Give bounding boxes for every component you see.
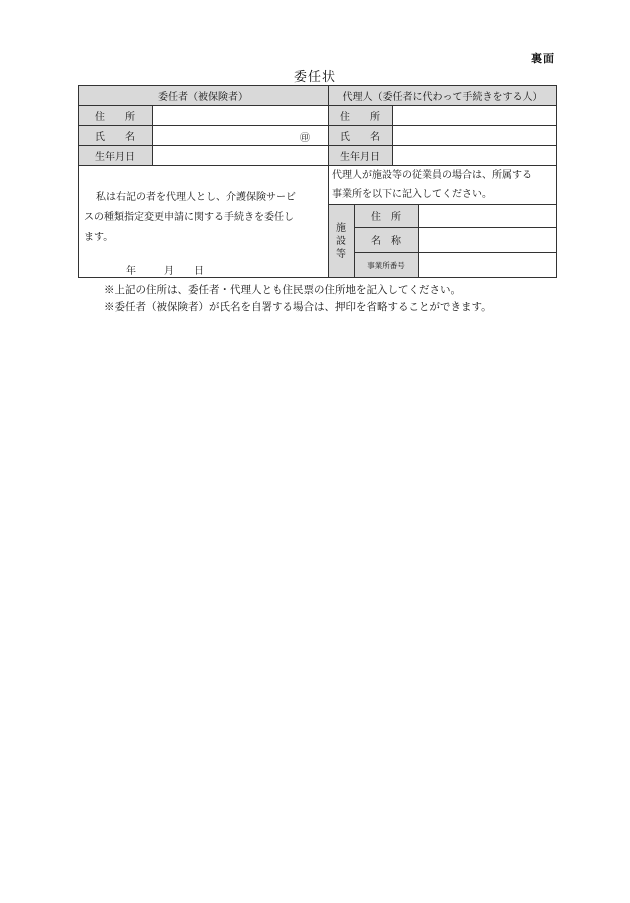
facility-note — [332, 165, 557, 204]
row-divider — [78, 105, 557, 106]
delegation-statement — [84, 188, 330, 248]
row-divider — [354, 252, 557, 253]
row-divider — [354, 227, 557, 228]
agent-dob-field[interactable] — [392, 145, 557, 165]
facility-side-char-2: 設 — [336, 235, 346, 247]
facility-side-char-1: 施 — [336, 222, 346, 234]
column-divider — [152, 105, 153, 165]
table-border-top — [78, 85, 557, 86]
agent-heading: 代理人（委任者に代わって手続きをする人） — [328, 85, 557, 105]
agent-name-label: 氏 名 — [328, 125, 392, 145]
seal-mark: ㊞ — [300, 133, 310, 144]
statement-line-3: ます。 — [84, 232, 114, 243]
date-day: 日 — [194, 266, 204, 277]
column-divider — [328, 85, 329, 278]
agent-name-field[interactable] — [392, 125, 557, 145]
statement-line-2: スの種類指定変更申請に関する手続きを委任し — [84, 212, 294, 223]
agent-address-label: 住 所 — [328, 105, 392, 125]
column-divider — [392, 105, 393, 165]
table-border-bottom — [78, 277, 557, 278]
delegator-dob-field[interactable] — [152, 145, 328, 165]
facility-note-line-2: 事業所を以下に記入してください。 — [332, 189, 492, 200]
power-of-attorney-form — [78, 85, 557, 278]
delegator-dob-label: 生年月日 — [78, 145, 152, 165]
facility-number-label: 事業所番号 — [354, 252, 418, 278]
facility-number-field[interactable] — [418, 252, 557, 278]
column-divider — [354, 204, 355, 278]
row-divider — [328, 204, 557, 205]
delegator-name-label: 氏 名 — [78, 125, 152, 145]
table-border-right — [556, 85, 557, 278]
delegator-address-label: 住 所 — [78, 105, 152, 125]
statement-date — [78, 262, 328, 276]
facility-name-label: 名 称 — [354, 227, 418, 252]
date-month: 月 — [164, 266, 174, 277]
facility-side-char-3: 等 — [336, 248, 346, 260]
statement-line-1: 私は右記の者を代理人とし、介護保険サービ — [96, 192, 296, 203]
agent-address-field[interactable] — [392, 105, 557, 125]
table-border-left — [78, 85, 79, 278]
row-divider — [78, 125, 557, 126]
row-divider — [78, 165, 557, 166]
back-side-label: 裏面 — [531, 52, 555, 65]
facility-name-field[interactable] — [418, 227, 557, 252]
row-divider — [78, 145, 557, 146]
delegator-address-field[interactable] — [152, 105, 328, 125]
column-divider — [418, 204, 419, 278]
footnote-signature: ※委任者（被保険者）が氏名を自署する場合は、押印を省略することができます。 — [104, 301, 492, 313]
facility-side-label — [328, 204, 354, 278]
delegator-name-field[interactable] — [152, 125, 302, 145]
date-year: 年 — [126, 266, 136, 277]
document-title: 委任状 — [293, 70, 336, 85]
agent-dob-label: 生年月日 — [328, 145, 392, 165]
footnote-address: ※上記の住所は、委任者・代理人とも住民票の住所地を記入してください。 — [104, 284, 461, 296]
facility-address-label: 住 所 — [354, 204, 418, 227]
facility-address-field[interactable] — [418, 204, 557, 227]
delegator-heading: 委任者（被保険者） — [78, 85, 328, 105]
facility-note-line-1: 代理人が施設等の従業員の場合は、所属する — [332, 170, 532, 181]
